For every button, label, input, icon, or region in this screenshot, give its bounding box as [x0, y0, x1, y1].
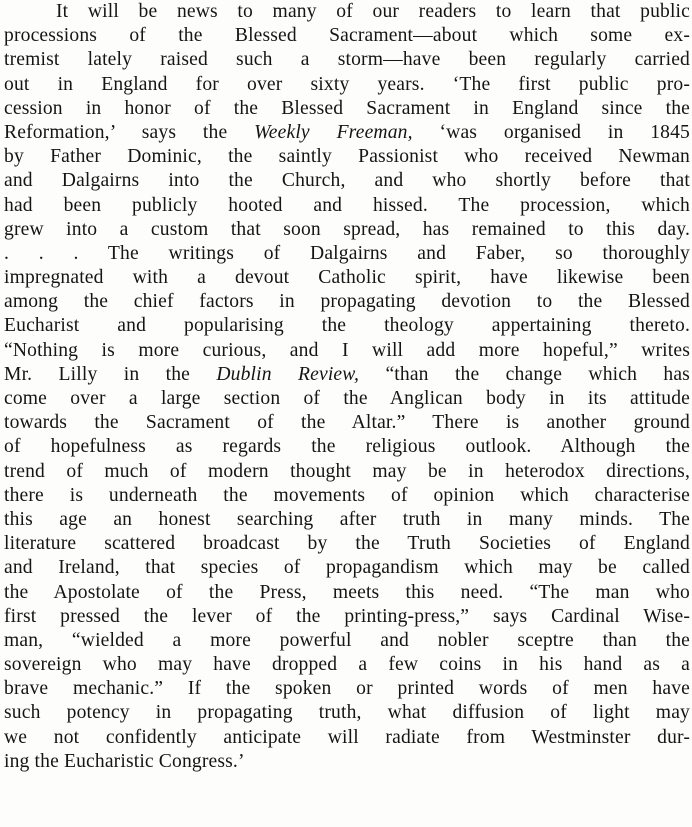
- text-line: tremist lately raised such a storm—have been regularly carried: [4, 49, 690, 71]
- text-line: grew into a custom that soon spread, has remained to this day.: [4, 218, 690, 240]
- text-line: such potency in propagating truth, what diffusion of light may: [4, 702, 690, 724]
- text-segment: ‘was organised in 1845: [439, 121, 690, 143]
- text-line: we not confidently anticipate will radiate from Westminster dur-: [4, 726, 690, 748]
- text-line: and Dalgairns into the Church, and who shortly before that: [4, 170, 690, 192]
- text-line: [4, 363, 690, 387]
- text-line: trend of much of modern thought may be in heterodox directions,: [4, 460, 690, 482]
- text-line: Eucharist and popularising the theology appertaining thereto.: [4, 315, 690, 337]
- text-segment: Reformation,’ says the: [4, 121, 228, 143]
- text-line: the Apostolate of the Press, meets this need. “The man who: [4, 581, 690, 603]
- text-line: of hopefulness as regards the religious outlook. Although the: [4, 436, 690, 458]
- text-line: ing the Eucharistic Congress.’: [4, 750, 245, 772]
- publication-title-weekly-freeman: Weekly Freeman,: [254, 121, 413, 143]
- text-line: had been publicly hooted and hissed. The procession, which: [4, 194, 690, 216]
- text-segment: “than the change which has: [385, 363, 690, 385]
- text-line: “Nothing is more curious, and I will add more hopeful,” writes: [4, 339, 690, 361]
- text-line: [4, 121, 690, 145]
- text-line: It will be news to many of our readers to learn that public: [56, 1, 690, 22]
- text-line: brave mechanic.” If the spoken or printed words of men have: [4, 678, 690, 700]
- publication-title-dublin-review: Dublin Review,: [216, 363, 360, 385]
- text-line: . . . The writings of Dalgairns and Faber, so thoroughly: [4, 242, 690, 264]
- text-line: by Father Dominic, the saintly Passionist who received Newman: [4, 146, 690, 168]
- text-line: literature scattered broadcast by the Truth Societies of England: [4, 533, 690, 555]
- text-line: among the chief factors in propagating devotion to the Blessed: [4, 291, 690, 313]
- text-line: come over a large section of the Anglican body in its attitude: [4, 388, 690, 409]
- text-line: this age an honest searching after truth in many minds. The: [4, 508, 690, 530]
- article-body: [4, 0, 690, 774]
- text-line: and Ireland, that species of propagandism which may be called: [4, 557, 690, 579]
- text-line: processions of the Blessed Sacrament—about which some ex-: [4, 25, 690, 47]
- text-line: out in England for over sixty years. ‘The first public pro-: [4, 73, 690, 95]
- text-segment: Mr. Lilly in the: [4, 363, 191, 385]
- text-line: towards the Sacrament of the Altar.” There is another ground: [4, 412, 690, 434]
- text-line: impregnated with a devout Catholic spirit, have likewise been: [4, 267, 690, 289]
- text-line: sovereign who may have dropped a few coins in his hand as a: [4, 654, 690, 676]
- text-line: first pressed the lever of the printing-press,” says Cardinal Wise-: [4, 605, 690, 627]
- text-line: cession in honor of the Blessed Sacrament in England since the: [4, 97, 690, 119]
- text-line: man, “wielded a more powerful and nobler sceptre than the: [4, 629, 690, 651]
- text-line: there is underneath the movements of opinion which characterise: [4, 484, 690, 506]
